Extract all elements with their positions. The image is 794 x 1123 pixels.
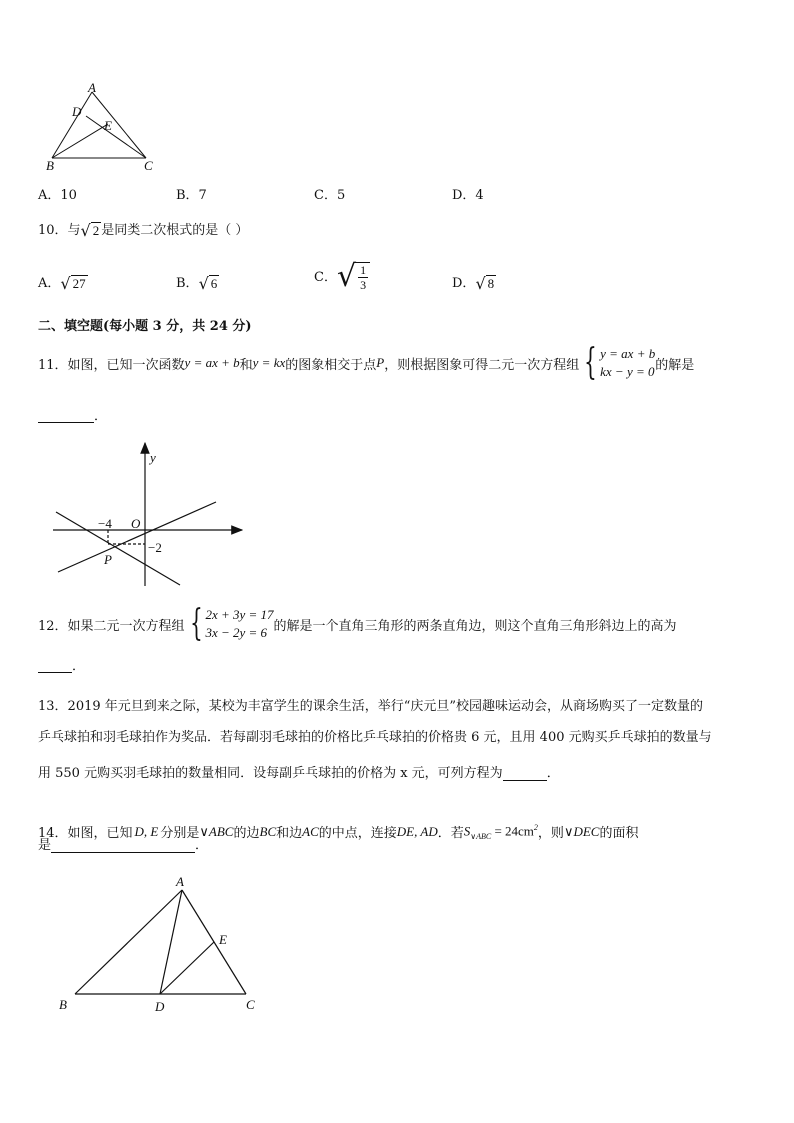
q13-blank — [503, 768, 547, 781]
q11-blank — [38, 410, 94, 423]
label-d: D — [155, 999, 165, 1014]
x-tick-label: −4 — [98, 516, 112, 531]
q9-option-a: A．10 — [38, 188, 77, 203]
q9-option-d: D．4 — [452, 188, 484, 203]
origin-label: O — [131, 516, 141, 531]
q14-answer-line: 是 ． — [38, 838, 209, 853]
section-2-title: 二、填空题(每小题 3 分，共 24 分) — [38, 319, 252, 334]
label-e: E — [219, 932, 227, 947]
q11-question: 11．如图，已知一次函数 y = ax + b 和 y = kx 的图象相交于点 P ，则根据图象可得二元一次方程组 { y = ax + b kx − y = 0 的解是 — [38, 342, 695, 383]
q14-blank — [51, 840, 195, 853]
y-axis-label: y — [150, 450, 156, 465]
q10-option-b: B． √ 6 — [176, 274, 218, 293]
label-b: B — [59, 997, 67, 1012]
q14-question: 14．如图，已知 D, E 分别是 ∨ABC 的边 BC 和边 AC 的中点，连接 DE, AD ．若 $S_{\vee ABC} = 24cm^2$ ，则 ∨DEC 的面积 — [38, 822, 639, 841]
label-c: C — [144, 158, 153, 173]
q13-line-1: 13．2019 年元旦到来之际，某校为丰富学生的课余生活，举行“庆元旦”校园趣味运动会，从商场购买了一定数量的 — [38, 699, 704, 714]
q10-option-a: A． √ 27 — [38, 274, 86, 293]
q10-question — [38, 222, 248, 239]
p-label: P — [104, 552, 112, 567]
q13-line-2: 乒乓球拍和羽毛球拍作为奖品．若每副羽毛球拍的价格比乒乓球拍的价格贵 6 元，且用 400 元购买乒乓球拍的数量与 — [38, 730, 712, 745]
q10-option-c: C． √ $\frac{1}{3}$ — [314, 262, 370, 292]
q13-line-3: 用 550 元购买羽毛球拍的数量相同．设每副乒乓球拍的价格为 x 元，可列方程为 ． — [38, 766, 560, 781]
q9-option-b: B．7 — [176, 188, 207, 203]
label-c: C — [246, 997, 255, 1012]
label-d: D — [72, 104, 82, 119]
y-tick-label: −2 — [148, 540, 162, 555]
q11-graph — [48, 440, 248, 590]
q11-equation-system: { y = ax + b kx − y = 0 — [584, 342, 656, 383]
q12-blank — [38, 660, 72, 673]
q10-prefix: 10．与 — [38, 223, 81, 238]
q14-triangle-figure — [54, 868, 274, 1018]
q10-suffix: 是同类二次根式的是（ ） — [101, 223, 249, 238]
label-e: E — [104, 118, 112, 133]
q12-question: 12．如果二元一次方程组 { 2x + 3y = 17 3x − 2y = 6 的解是一个直角三角形的两条直角边，则这个直角三角形斜边上的高为 — [38, 603, 677, 644]
q12-equation-system: { 2x + 3y = 17 3x − 2y = 6 — [189, 603, 274, 644]
q10-option-d: D． √ 8 — [452, 274, 495, 293]
q10-sqrt: √ 2 — [80, 221, 100, 240]
label-b: B — [46, 158, 54, 173]
top-triangle-figure — [40, 80, 170, 175]
q11-answer-line: ． — [38, 410, 107, 423]
q12-answer-line: ． — [38, 660, 85, 673]
line-kx — [58, 502, 216, 572]
q9-option-c: C．5 — [314, 188, 346, 203]
label-a: A — [176, 874, 184, 889]
label-a: A — [88, 80, 96, 95]
